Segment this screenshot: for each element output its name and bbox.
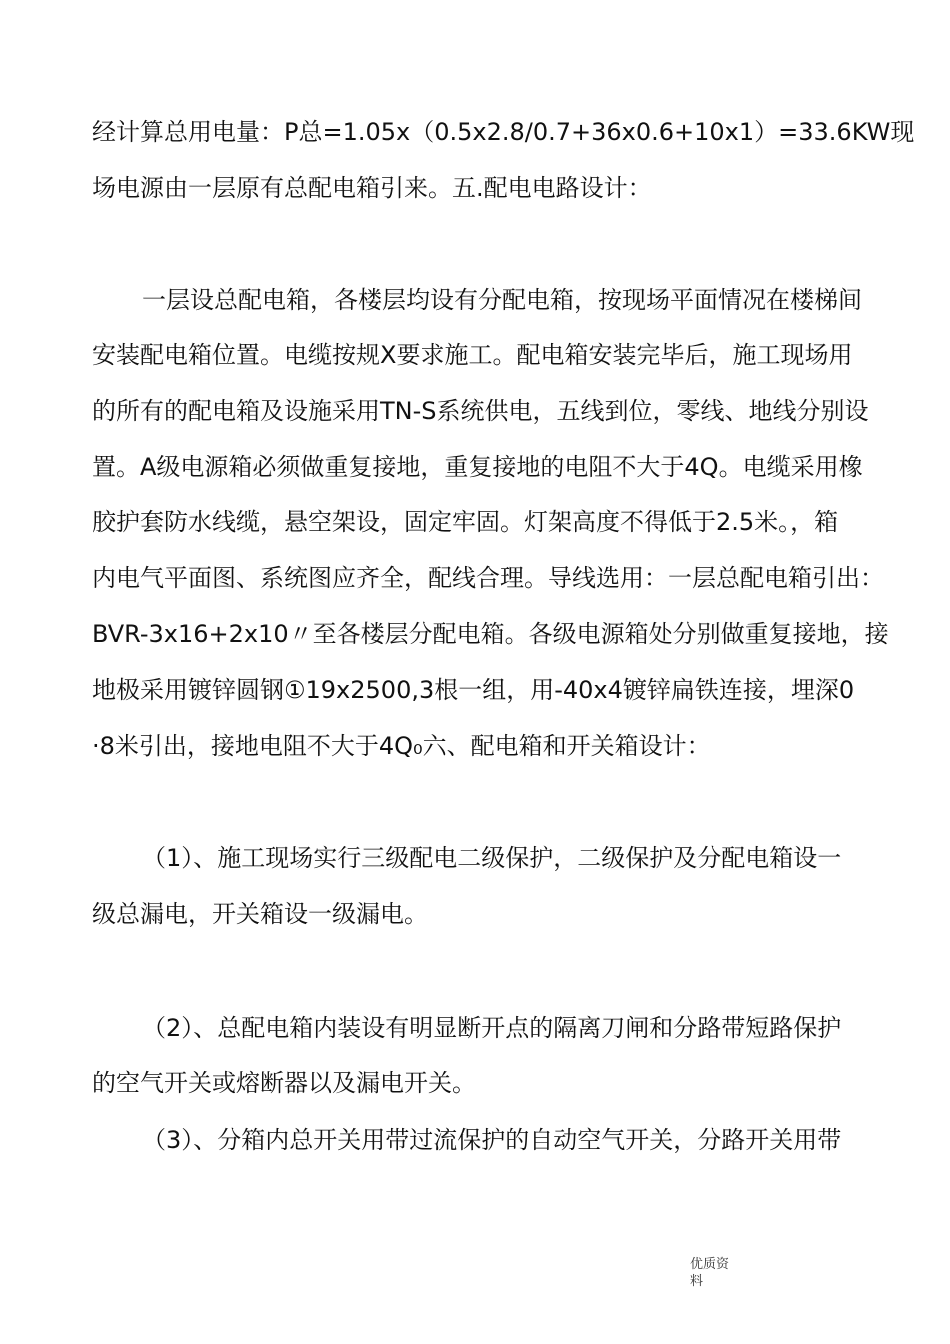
paragraph-line-15: 的空气开关或熔断器以及漏电开关。 [92, 1069, 476, 1097]
paragraph-line-2: 场电源由一层原有总配电箱引来。五.配电电路设计： [92, 174, 652, 202]
paragraph-line-7: 胶护套防水线缆，悬空架设，固定牢固。灯架高度不得低于2.5米。，箱 [92, 508, 839, 536]
paragraph-line-6: 置。A级电源箱必须做重复接地，重复接地的电阻不大于4Q。电缆采用橡 [92, 453, 863, 481]
paragraph-line-9: BVR-3x16+2x10〃至各楼层分配电箱。各级电源箱处分别做重复接地，接 [92, 620, 889, 648]
paragraph-line-3: 一层设总配电箱，各楼层均设有分配电箱，按现场平面情况在楼梯间 [142, 286, 862, 314]
paragraph-line-8: 内电气平面图、系统图应齐全，配线合理。导线选用：一层总配电箱引出： [92, 564, 884, 592]
paragraph-line-4: 安装配电箱位置。电缆按规X要求施工。配电箱安装完毕后，施工现场用 [92, 341, 853, 369]
paragraph-line-10: 地极采用镀锌圆钢①19x2500,3根一组，用-40x4镀锌扁铁连接，埋深0 [92, 676, 855, 704]
paragraph-line-12: （1）、施工现场实行三级配电二级保护，二级保护及分配电箱设一 [142, 844, 842, 872]
paragraph-line-1: 经计算总用电量：P总=1.05x（0.5x2.8/0.7+36x0.6+10x1）=33.6KW现 [92, 118, 915, 146]
paragraph-line-16: （3）、分箱内总开关用带过流保护的自动空气开关，分路开关用带 [142, 1126, 842, 1154]
paragraph-line-11: ·8米引出，接地电阻不大于4Q₀六、配电箱和开关箱设计： [92, 732, 711, 760]
paragraph-line-5: 的所有的配电箱及设施采用TN-S系统供电，五线到位，零线、地线分别设 [92, 397, 869, 425]
paragraph-line-13: 级总漏电，开关箱设一级漏电。 [92, 900, 428, 928]
footer-watermark-text: 优质资料 [690, 1257, 730, 1289]
paragraph-line-14: （2）、总配电箱内装设有明显断开点的隔离刀闸和分路带短路保护 [142, 1014, 842, 1042]
